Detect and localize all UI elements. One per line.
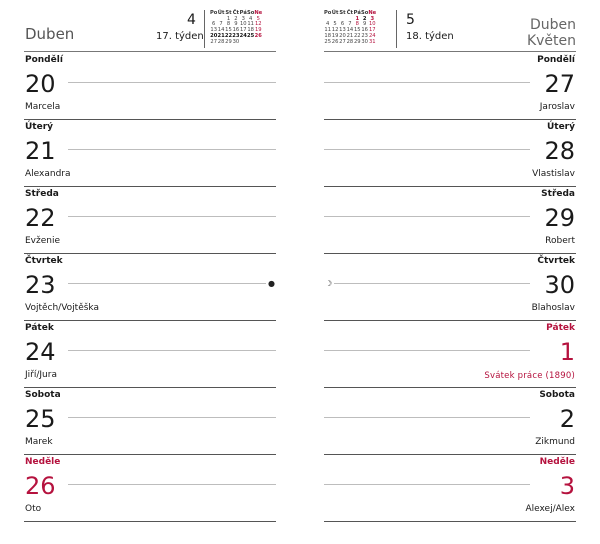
weekday-header: St — [339, 10, 346, 16]
mini-calendar-day: 1 — [226, 15, 231, 22]
mini-calendar-day: 7 — [219, 21, 223, 28]
mini-calendar-week — [324, 40, 376, 46]
day-number: 24 — [25, 338, 56, 366]
mini-calendar — [324, 11, 376, 45]
mini-calendar-day: 4 — [248, 15, 253, 22]
day-number: 22 — [25, 204, 56, 232]
day-number: 25 — [25, 405, 56, 433]
day-name: Středa — [541, 189, 575, 199]
mini-calendar-day: 24 — [239, 32, 247, 39]
mini-calendar-day — [240, 40, 247, 46]
week-label: 17. týden — [156, 31, 204, 42]
mini-calendar-week — [210, 40, 262, 46]
mini-calendar-day: 20 — [210, 32, 218, 39]
mini-calendar-day: 24 — [368, 32, 376, 39]
day-number: 23 — [25, 271, 56, 299]
writing-line — [324, 82, 530, 83]
mini-calendar-day: 6 — [212, 21, 216, 28]
name-day: Zikmund — [535, 437, 575, 447]
weekday-header: Čt — [232, 10, 240, 16]
mini-calendar-day: 19 — [331, 32, 339, 39]
mini-calendar-day: 18 — [247, 27, 254, 34]
day-sunday — [24, 455, 276, 522]
day-thursday — [24, 254, 276, 321]
day-tuesday — [24, 120, 276, 187]
mini-calendar-day — [247, 40, 254, 46]
mini-calendar-day: 14 — [217, 27, 225, 34]
name-day: Vlastislav — [532, 169, 575, 179]
writing-line — [324, 149, 530, 150]
mini-calendar-day: 28 — [217, 38, 225, 45]
mini-calendar-header — [324, 11, 376, 17]
mini-calendar-day: 17 — [368, 27, 376, 34]
day-name: Sobota — [539, 390, 575, 400]
header-divider — [204, 10, 205, 48]
day-sunday — [324, 455, 576, 522]
mini-calendar-day: 20 — [339, 32, 346, 39]
day-number: 30 — [544, 271, 575, 299]
mini-calendar-day: 12 — [331, 27, 339, 34]
full-moon-icon: ● — [268, 279, 275, 288]
day-name: Neděle — [539, 457, 575, 467]
day-monday — [24, 53, 276, 120]
holiday-label: Svátek práce (1890) — [484, 371, 575, 381]
mini-calendar-day: 30 — [232, 38, 240, 45]
day-name: Sobota — [25, 390, 61, 400]
mini-calendar-day: 10 — [368, 21, 376, 28]
mini-calendar-day: 30 — [361, 38, 368, 45]
week-label: 18. týden — [406, 31, 454, 42]
mini-calendar-day: 15 — [353, 27, 361, 34]
left-page — [24, 0, 276, 544]
day-name: Úterý — [25, 122, 54, 132]
weekday-header: Út — [217, 10, 225, 16]
writing-line — [68, 417, 276, 418]
header-rule — [324, 51, 576, 52]
day-name: Čtvrtek — [537, 256, 575, 266]
mini-calendar-day: 27 — [339, 38, 346, 45]
weekday-header: St — [225, 10, 232, 16]
writing-line — [68, 484, 276, 485]
day-number: 1 — [559, 338, 575, 366]
weekday-header: So — [360, 10, 369, 16]
right-page — [324, 0, 576, 544]
writing-line — [68, 216, 276, 217]
mini-calendar-day: 3 — [370, 15, 375, 22]
header-divider — [396, 10, 397, 48]
writing-line — [68, 149, 276, 150]
day-saturday — [24, 388, 276, 455]
weekday-header: Čt — [346, 10, 354, 16]
mini-calendar-day: 7 — [348, 21, 352, 28]
day-name: Pondělí — [537, 55, 575, 65]
writing-line — [68, 82, 276, 83]
mini-calendar-day: 13 — [210, 27, 217, 34]
name-day: Evženie — [25, 236, 61, 246]
day-name: Úterý — [546, 122, 575, 132]
day-number: 28 — [544, 137, 575, 165]
mini-calendar-day: 26 — [331, 38, 339, 45]
name-day: Alexandra — [25, 169, 71, 179]
mini-calendar-day: 8 — [226, 21, 231, 28]
name-day: Blahoslav — [531, 303, 575, 313]
mini-calendar-day: 12 — [254, 21, 262, 28]
mini-calendar-day: 14 — [346, 27, 354, 34]
weekday-header: So — [246, 10, 255, 16]
month-title-line: Květen — [526, 33, 576, 49]
day-wednesday — [24, 187, 276, 254]
name-day: Oto — [25, 504, 42, 514]
mini-calendar-day: 23 — [361, 32, 368, 39]
day-name: Pátek — [25, 323, 54, 333]
writing-line — [324, 417, 530, 418]
day-saturday — [324, 388, 576, 455]
mini-calendar-day: 5 — [256, 15, 260, 22]
name-day: Marcela — [25, 102, 61, 112]
mini-calendar-day: 9 — [362, 21, 367, 28]
writing-line — [68, 350, 276, 351]
mini-calendar-day: 22 — [353, 32, 361, 39]
month-title — [527, 17, 576, 49]
day-name: Středa — [25, 189, 59, 199]
day-name: Pátek — [546, 323, 575, 333]
crescent-moon-icon: ☽ — [325, 279, 333, 288]
day-number: 26 — [25, 472, 56, 500]
mini-calendar-day: 21 — [217, 32, 225, 39]
mini-calendar-day: 22 — [224, 32, 233, 39]
mini-calendar-day: 29 — [225, 38, 232, 45]
weekday-header: Po — [210, 10, 218, 16]
writing-line — [334, 283, 530, 284]
day-number: 20 — [25, 70, 56, 98]
mini-calendar-day: 5 — [333, 21, 337, 28]
mini-calendar-day: 25 — [324, 38, 331, 45]
weekday-header: Pá — [239, 10, 247, 16]
day-name: Pondělí — [25, 55, 63, 65]
day-monday — [324, 53, 576, 120]
left-page-header — [24, 0, 276, 52]
mini-calendar — [210, 11, 262, 45]
mini-calendar-day: 11 — [324, 27, 331, 34]
mini-calendar-day: 13 — [339, 27, 346, 34]
weekday-header: Pá — [353, 10, 361, 16]
mini-calendar-day: 15 — [225, 27, 232, 34]
writing-line — [324, 484, 530, 485]
writing-line — [324, 350, 530, 351]
name-day: Jiří/Jura — [25, 370, 57, 380]
weekday-header: Ne — [254, 10, 263, 16]
day-friday — [24, 321, 276, 388]
name-day: Alexej/Alex — [525, 504, 575, 514]
mini-calendar-day: 1 — [355, 15, 360, 22]
name-day: Vojtěch/Vojtěška — [25, 303, 100, 313]
mini-calendar-day: 11 — [247, 21, 254, 28]
day-number: 27 — [544, 70, 575, 98]
mini-calendar-day: 17 — [239, 27, 247, 34]
weekday-header: Ne — [368, 10, 377, 16]
mini-calendar-day: 16 — [361, 27, 368, 34]
mini-calendar-day: 4 — [326, 21, 330, 28]
day-wednesday — [324, 187, 576, 254]
mini-calendar-day: 26 — [254, 32, 262, 39]
writing-line — [324, 216, 530, 217]
day-number: 21 — [25, 137, 56, 165]
day-name: Neděle — [25, 457, 61, 467]
day-number: 3 — [559, 472, 575, 500]
day-number: 29 — [544, 204, 575, 232]
day-friday — [324, 321, 576, 388]
mini-calendar-day: 19 — [254, 27, 262, 34]
week-number: 5 — [406, 12, 415, 28]
mini-calendar-day: 27 — [210, 38, 217, 45]
name-day: Robert — [545, 236, 575, 246]
mini-calendar-day: 8 — [355, 21, 359, 28]
mini-calendar-day: 3 — [241, 15, 245, 22]
day-rule — [324, 521, 576, 522]
name-day: Jaroslav — [539, 102, 575, 112]
mini-calendar-day — [254, 40, 262, 46]
mini-calendar-day: 2 — [362, 15, 367, 22]
month-title: Duben — [25, 25, 75, 43]
weekday-header: Út — [331, 10, 339, 16]
writing-line — [68, 283, 266, 284]
mini-calendar-day: 16 — [232, 27, 240, 34]
day-tuesday — [324, 120, 576, 187]
week-number: 4 — [187, 12, 196, 28]
day-number: 2 — [559, 405, 575, 433]
mini-calendar-day: 23 — [232, 32, 240, 39]
mini-calendar-day: 31 — [368, 38, 376, 45]
weekday-header: Po — [324, 10, 332, 16]
month-title-line: Duben — [529, 17, 576, 33]
day-name: Čtvrtek — [25, 256, 63, 266]
mini-calendar-day: 21 — [346, 32, 354, 39]
mini-calendar-day: 9 — [234, 21, 238, 28]
header-rule — [24, 51, 276, 52]
mini-calendar-day: 2 — [234, 15, 238, 22]
day-rule — [24, 521, 276, 522]
mini-calendar-day: 29 — [353, 38, 361, 45]
mini-calendar-day: 25 — [247, 32, 255, 39]
right-page-header — [324, 0, 576, 52]
mini-calendar-day: 10 — [239, 21, 247, 28]
name-day: Marek — [25, 437, 53, 447]
mini-calendar-day: 18 — [324, 32, 331, 39]
mini-calendar-day: 6 — [340, 21, 345, 28]
mini-calendar-day: 28 — [346, 38, 354, 45]
day-thursday — [324, 254, 576, 321]
